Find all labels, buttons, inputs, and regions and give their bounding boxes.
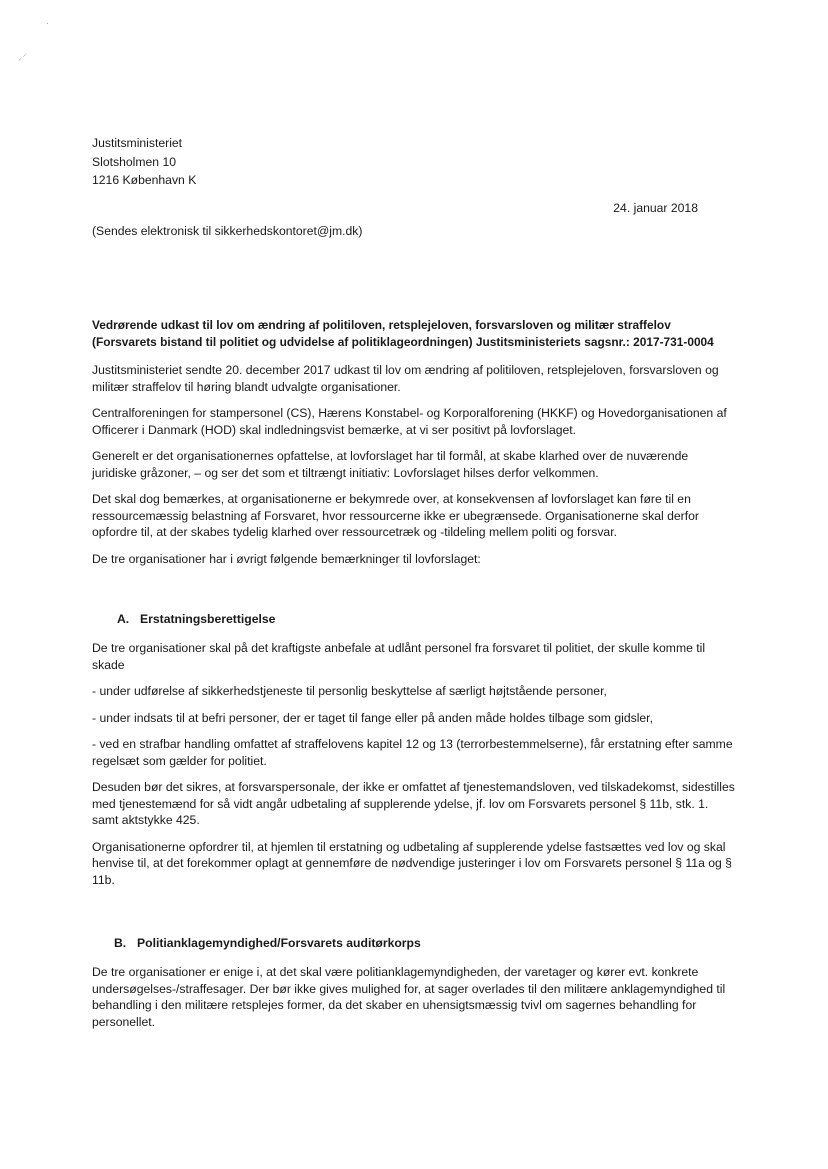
intro-paragraph: De tre organisationer har i øvrigt følgende bemærkninger til lovforslaget:	[92, 551, 481, 566]
intro-paragraph: Det skal dog bemærkes, at organisationerne er bekymrede over, at konsekvensen af lovforslaget kan føre til en ressourcemæssig belastning af Forsvaret, hvor ressourcerne ikke er ubegrænsede. Organisationerne skal derfor opfordre til, at der skabes tydelig klarhed over ressourcetræk og -tildeling mellem politi og forsvar.	[92, 492, 699, 539]
section-paragraph: Organisationerne opfordrer til, at hjemlen til erstatning og udbetaling af supplerende ydelse fastsættes ved lov og skal henvise til, at det forekommer oplagt at gennemføre de nødvendige justeringer i lov om Forsvarets personel § 11a og § 11b.	[92, 839, 732, 887]
section-b-body	[92, 964, 736, 1040]
section-title: Politianklagemyndighed/Forsvarets auditørkorps	[137, 936, 421, 950]
letter-date: 24. januar 2018	[613, 201, 698, 215]
section-a-heading	[117, 611, 275, 627]
address-line: Justitsministeriet	[92, 136, 183, 150]
intro-paragraph: Justitsministeriet sendte 20. december 2017 udkast til lov om ændring af politiloven, retsplejeloven, forsvarsloven og militær straffelov til høring blandt udvalgte organisationer.	[92, 363, 719, 394]
address-line: Slotsholmen 10	[92, 154, 177, 169]
address-line: 1216 København K	[92, 173, 197, 187]
scan-artifact: ⸝⸍	[18, 52, 28, 62]
intro-paragraph: Centralforeningen for stampersonel (CS), Hærens Konstabel- og Korporalforening (HKKF) og Hovedorganisationen af Officerer i Danmark (HOD) skal indledningsvist bemærke, at vi ser positivt på lovforslaget.	[92, 406, 727, 437]
intro-section	[92, 362, 736, 577]
section-a-body	[92, 640, 736, 898]
section-paragraph: De tre organisationer er enige i, at det skal være politianklagemyndigheden, der varetager og kører evt. konkrete undersøgelses-/straffesager. Der bør ikke gives mulighed for, at sager overlades til den militære anklagemyndighed til behandling i den militære retsplejes former, da det skaber en uhensigtsmæssig tvivl om sagernes behandling for personellet.	[92, 965, 726, 1029]
section-paragraph: De tre organisationer skal på det kraftigste anbefale at udlånt personel fra forsvaret til politiet, der skulle komme til skade	[92, 641, 706, 672]
send-note: (Sendes elektronisk til sikkerhedskontoret@jm.dk)	[92, 224, 363, 238]
intro-paragraph: Generelt er det organisationernes opfattelse, at lovforslaget har til formål, at skabe klarhed over de nuværende juridiske gråzoner, – og ser det som et tiltrængt initiativ: Lovforslaget hilses derfor velkommen.	[92, 449, 689, 480]
section-paragraph: - under indsats til at befri personer, der er taget til fange eller på anden måde holdes tilbage som gidsler,	[92, 710, 653, 725]
section-paragraph: - under udførelse af sikkerhedstjeneste til personlig beskyttelse af særligt højtstående personer,	[92, 684, 607, 698]
letter-subject: Vedrørende udkast til lov om ændring af politiloven, retsplejeloven, forsvarsloven og militær straffelov (Forsvarets bistand til politiet og udvidelse af politiklageordningen) Justitsministeriets sagsnr.: 2017-731-0004	[92, 318, 714, 349]
scan-artifact: ·	[46, 18, 49, 28]
section-letter: B.	[114, 936, 127, 950]
recipient-address	[92, 134, 196, 190]
section-paragraph: - ved en strafbar handling omfattet af straffelovens kapitel 12 og 13 (terrorbestemmelserne), får erstatning efter samme regelsæt som gælder for politiet.	[92, 737, 733, 768]
section-letter: A.	[117, 612, 130, 626]
section-b-heading	[114, 935, 421, 951]
section-paragraph: Desuden bør det sikres, at forsvarspersonale, der ikke er omfattet af tjenestemandsloven, ved tilskadekomst, sidestilles med tjenestemænd for så vidt angår udbetaling af supplerende ydelse, jf. lov om Forsvarets personel § 11b, stk. 1. samt aktstykke 425.	[92, 780, 735, 827]
section-title: Erstatningsberettigelse	[140, 612, 276, 626]
